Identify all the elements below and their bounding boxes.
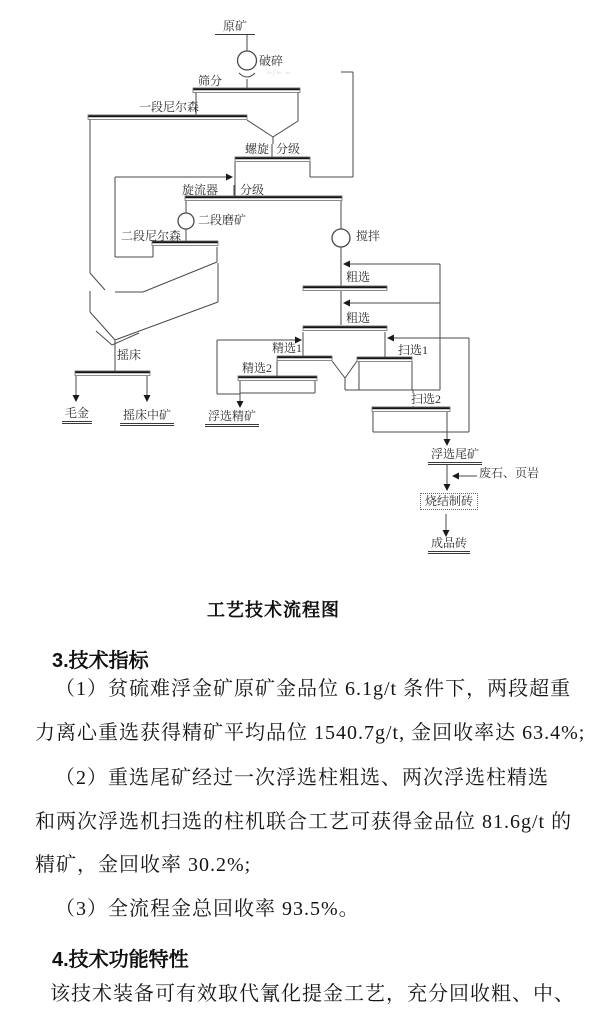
label-scavenger-1: 扫选1 xyxy=(398,343,429,357)
label-flotation-tailings: 浮选尾矿 xyxy=(428,448,482,465)
para2-line2: 和两次浮选机扫选的柱机联合工艺可获得金品位 81.6g/t 的 xyxy=(35,811,573,833)
label-faded-marks: ~/~ ~ xyxy=(267,68,292,78)
label-waste-rock-shale: 废石、页岩 xyxy=(479,466,540,480)
para1-line1: （1）贫硫难浮金矿原矿金品位 6.1g/t 条件下，两段超重 xyxy=(55,678,572,700)
label-cyclone: 旋流器 xyxy=(182,183,219,197)
label-shaking-table: 摇床 xyxy=(117,348,142,362)
section-heading-3: 3.技术指标 xyxy=(52,650,149,672)
label-finished-brick: 成品砖 xyxy=(428,537,470,554)
label-cyclone-classify: 分级 xyxy=(240,183,265,197)
para4-line1: 该技术装备可有效取代氰化提金工艺，充分回收粗、中、 xyxy=(50,983,575,1005)
para3-line1: （3）全流程金总回收率 93.5%。 xyxy=(55,898,360,920)
label-flotation-concentrate: 浮选精矿 xyxy=(205,410,259,427)
agitation-circle xyxy=(332,229,350,247)
para2-line3: 精矿，金回收率 30.2%; xyxy=(35,854,252,876)
label-screening: 筛分 xyxy=(198,74,223,88)
label-sintered-brick: 烧结制砖 xyxy=(420,493,478,510)
label-cleaner-2: 精选2 xyxy=(242,361,273,375)
label-spiral-classify: 分级 xyxy=(276,142,301,156)
para2-line1: （2）重选尾矿经过一次浮选柱粗选、两次浮选柱精选 xyxy=(55,767,549,789)
label-spiral: 螺旋 xyxy=(245,142,270,156)
label-cleaner-1: 精选1 xyxy=(272,341,303,355)
label-rougher-2: 粗选 xyxy=(346,311,371,325)
label-stage1-knelson: 一段尼尔森 xyxy=(139,100,200,114)
section-heading-4: 4.技术功能特性 xyxy=(52,949,189,971)
para1-line2: 力离心重选获得精矿平均品位 1540.7g/t, 金回收率达 63.4%; xyxy=(35,722,586,744)
label-raw-ore: 原矿 xyxy=(215,20,255,35)
label-stage2-knelson: 二段尼尔森 xyxy=(121,229,182,243)
label-rougher-1: 粗选 xyxy=(346,270,371,284)
label-scavenger-2: 扫选2 xyxy=(411,392,442,406)
label-stage2-grinding: 二段磨矿 xyxy=(198,213,247,227)
label-agitation: 搅拌 xyxy=(356,229,381,243)
crusher-circle xyxy=(238,51,257,70)
grinding-circle xyxy=(178,213,194,229)
label-table-middlings: 摇床中矿 xyxy=(120,409,174,426)
label-crushing: 破碎 xyxy=(259,54,284,68)
figure-caption: 工艺技术流程图 xyxy=(207,600,340,620)
label-raw-gold: 毛金 xyxy=(62,407,92,424)
